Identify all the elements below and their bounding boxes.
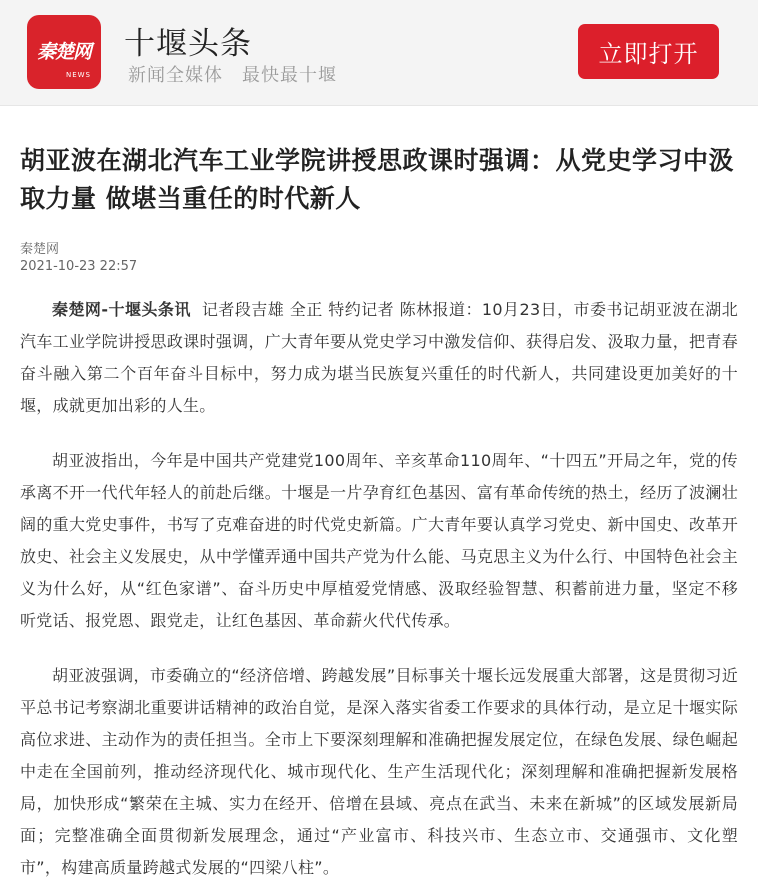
app-name: 十堰头条 (124, 26, 252, 62)
article-paragraph: 胡亚波强调，市委确立的“经济倍增、跨越发展”目标事关十堰长远发展重大部署，这是贯彻习近平总书记考察湖北重要讲话精神的政治自觉，是深入落实省委工作要求的具体行动，是立足十堰实际高位求进、主动作为的责任担当。全市上下要深刻理解和准确把握发展定位，在绿色发展、绿色崛起中走在全国前列，推动经济现代化、城市现代化、生产生活现代化；深刻理解和准确把握新发展格局，加快形成“繁荣在主城、实力在经开、倍增在县域、亮点在武当、未来在新城”的区域发展新局面；完整准确全面贯彻新发展理念，通过“产业富市、科技兴市、生态立市、交通强市、文化塑市”，构建高质量跨越式发展的“四梁八柱”。 (20, 666, 738, 877)
paragraph-text: 记者段吉雄 全正 特约记者 陈林报道：10月23日，市委书记胡亚波在湖北汽车工业学院讲授思政课时强调，广大青年要从党史学习中激发信仰、获得启发、汲取力量，把青春奋斗融入第二个百年奋斗目标中，努力成为堪当民族复兴重任的时代新人，共同建设更加美好的十堰，成就更加出彩的人生。 (20, 300, 739, 415)
publish-time: 2021-10-23 22:57 (20, 259, 138, 274)
open-app-button[interactable]: 立即打开 (578, 24, 719, 79)
article-lead: 秦楚网-十堰头条讯 (52, 300, 191, 319)
article-source: 秦楚网 (20, 242, 60, 257)
article-body (0, 142, 758, 884)
article-paragraph (20, 294, 738, 422)
app-logo[interactable] (27, 15, 101, 89)
logo-sub-text: NEWS (65, 71, 91, 79)
app-download-banner (0, 0, 758, 106)
article-paragraph: 胡亚波指出，今年是中国共产党建党100周年、辛亥革命110周年、“十四五”开局之年，党的传承离不开一代代年轻人的前赴后继。十堰是一片孕育红色基因、富有革命传统的热土，经历了波澜壮阔的重大党史事件，书写了克难奋进的时代党史新篇。广大青年要认真学习党史、新中国史、改革开放史、社会主义发展史，从中学懂弄通中国共产党为什么能、马克思主义为什么行、中国特色社会主义为什么好，从“红色家谱”、奋斗历史中厚植爱党情感、汲取经验智慧、积蓄前进力量，坚定不移听党话、报党恩、跟党走，让红色基因、革命薪火代代传承。 (20, 451, 738, 630)
app-slogan: 新闻全媒体 最快最十堰 (128, 65, 337, 86)
logo-text: 秦楚网 (36, 41, 91, 63)
article-title: 胡亚波在湖北汽车工业学院讲授思政课时强调：从党史学习中汲取力量 做堪当重任的时代新人 (20, 146, 735, 213)
